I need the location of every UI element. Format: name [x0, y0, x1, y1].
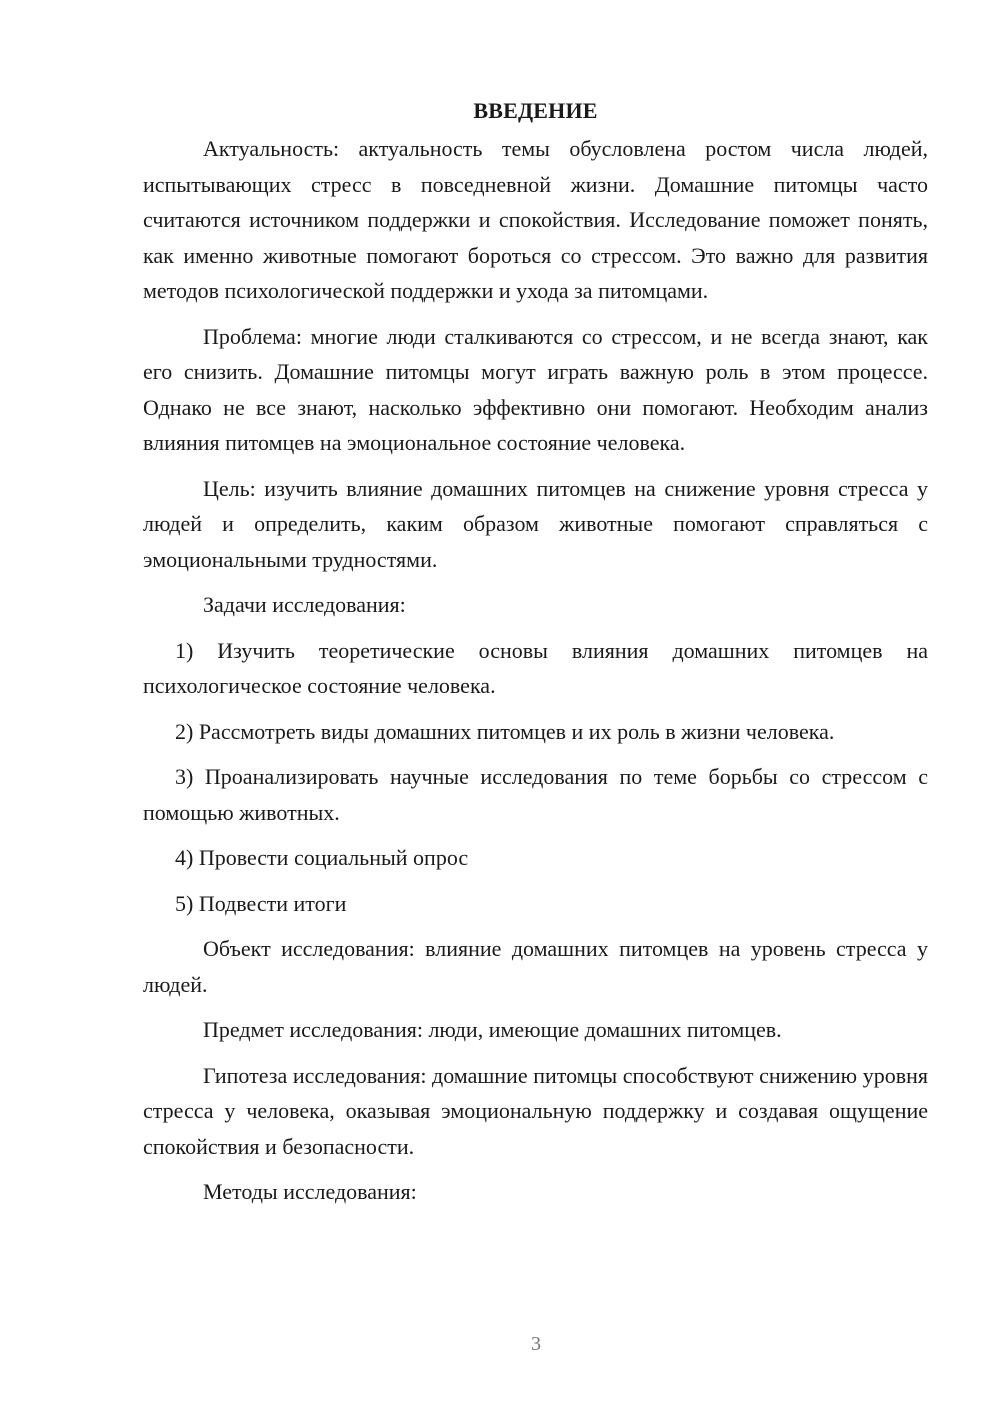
section-heading: ВВЕДЕНИЕ [473, 98, 598, 123]
tasks-title: Задачи исследования: [203, 592, 406, 617]
paragraph-problem: Проблема: многие люди сталкиваются со стрессом, и не всегда знают, как его снизить. Домашние питомцы могут играть важную роль в этом процессе. Однако не все знают, насколько эффективно они помогают. Необходим анализ влияния питомцев на эмоциональное состояние человека. [143, 323, 928, 455]
paragraph-subject: Предмет исследования: люди, имеющие домашних питомцев. [203, 1017, 782, 1042]
task-item-5: 5) Подвести итоги [175, 890, 347, 916]
task-item-3: 3) Проанализировать научные исследования по теме борьбы со стрессом с помощью животных. [143, 764, 928, 825]
document-page [143, 96, 928, 1210]
task-item-1: 1) Изучить теоретические основы влияния домашних питомцев на психологическое состояние человека. [143, 637, 928, 698]
paragraph-object: Объект исследования: влияние домашних питомцев на уровень стресса у людей. [143, 936, 928, 997]
methods-title: Методы исследования: [203, 1179, 417, 1204]
task-item-2: 2) Рассмотреть виды домашних питомцев и их роль в жизни человека. [175, 718, 835, 744]
task-item-4: 4) Провести социальный опрос [175, 845, 469, 870]
page-number: 3 [531, 1333, 541, 1355]
paragraph-relevance: Актуальность: актуальность темы обусловлена ростом числа людей, испытывающих стресс в повседневной жизни. Домашние питомцы часто считаются источником поддержки и спокойствия. Исследование поможет понять, как именно животные помогают бороться со стрессом. Это важно для развития методов психологической поддержки и ухода за питомцами. [143, 136, 928, 303]
paragraph-hypothesis: Гипотеза исследования: домашние питомцы способствуют снижению уровня стресса у человека, оказывая эмоциональную поддержку и создавая ощущение спокойствия и безопасности. [143, 1062, 928, 1159]
paragraph-goal: Цель: изучить влияние домашних питомцев на снижение уровня стресса у людей и определить, каким образом животные помогают справляться с эмоциональными трудностями. [143, 475, 928, 572]
